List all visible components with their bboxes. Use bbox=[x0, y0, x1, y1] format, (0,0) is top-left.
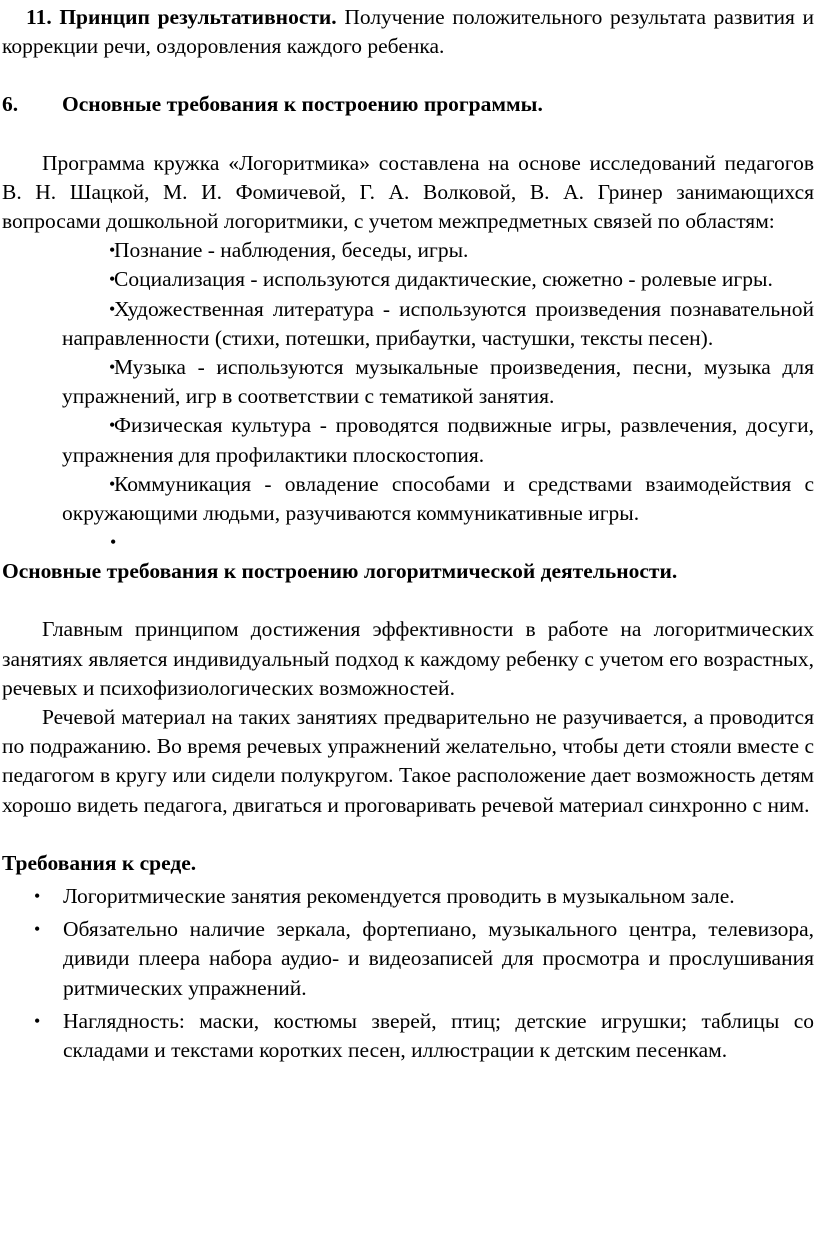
bullet-icon: • bbox=[109, 473, 116, 494]
logorhythmic-heading: Основные требования к построению логоритмической деятельности. bbox=[2, 559, 678, 584]
logorhythmic-paragraph: Главным принципом достижения эффективности в работе на логоритмических занятиях является индивидуальный подход к каждому ребенку с учетом его возрастных, речевых и психофизиологических возможностей. bbox=[2, 617, 814, 700]
list-item bbox=[2, 353, 814, 411]
environment-heading: Требования к среде. bbox=[2, 850, 197, 875]
list-item bbox=[2, 1007, 814, 1065]
list-item bbox=[2, 265, 814, 294]
list-item bbox=[2, 236, 814, 265]
environment-item-text: Наглядность: маски, костюмы зверей, птиц; детские игрушки; таблицы со складами и текстами коротких песен, иллюстрации к детским песенкам. bbox=[63, 1008, 814, 1063]
list-item bbox=[2, 915, 814, 1003]
bullet-icon: • bbox=[109, 298, 116, 319]
areas-list bbox=[2, 236, 814, 557]
list-item bbox=[2, 295, 814, 353]
environment-item-text: Обязательно наличие зеркала, фортепиано, музыкального центра, телевизора, дивиди плеера набора аудио- и видеозаписей для просмотра и прослушивания ритмических упражнений. bbox=[63, 917, 814, 1000]
list-item bbox=[2, 882, 814, 911]
section-6-number: 6. bbox=[2, 92, 19, 117]
area-item-text: Коммуникация - овладение способами и средствами взаимодействия с окружающими людьми, разучиваются коммуникативные игры. bbox=[62, 471, 814, 526]
list-item bbox=[2, 470, 814, 528]
bullet-icon: • bbox=[109, 240, 116, 261]
bullet-icon: • bbox=[109, 357, 116, 378]
bullet-icon: • bbox=[109, 415, 116, 436]
environment-item-text: Логоритмические занятия рекомендуется проводить в музыкальном зале. bbox=[63, 884, 735, 909]
bullet-icon: • bbox=[34, 919, 41, 940]
section-6-heading bbox=[2, 90, 814, 119]
list-item bbox=[2, 411, 814, 469]
logorhythmic-paragraph: Речевой материал на таких занятиях предварительно не разучивается, а проводится по подражанию. Во время речевых упражнений желательно, чтобы дети стояли вместе с педагогом в кругу или сидели полукругом. Такое расположение дает возможность детям хорошо видеть педагога, двигаться и проговаривать речевой материал синхронно с ним. bbox=[2, 705, 814, 817]
area-item-text: Познание - наблюдения, беседы, игры. bbox=[114, 238, 469, 263]
bullet-icon: • bbox=[34, 886, 41, 907]
principle-11-lead: 11. Принцип результативности. bbox=[26, 5, 337, 29]
section-6-title: Основные требования к построению программы. bbox=[62, 92, 543, 117]
bullet-icon: • bbox=[110, 532, 117, 553]
bullet-icon: • bbox=[109, 269, 116, 290]
principle-11-paragraph bbox=[2, 3, 814, 61]
area-item-text: Художественная литература - используются произведения познавательной направленности (стихи, потешки, прибаутки, частушки, тексты песен). bbox=[62, 296, 814, 350]
program-intro-paragraph: Программа кружка «Логоритмика» составлена на основе исследований педагогов В. Н. Шацкой, М. И. Фомичевой, Г. А. Волковой, В. А. Гринер занимающихся вопросами дошкольной логоритмики, с учетом межпредметных связей по областям: bbox=[2, 150, 814, 234]
area-item-text: Социализация - используются дидактические, сюжетно - ролевые игры. bbox=[114, 267, 773, 292]
empty-list-item bbox=[2, 528, 814, 557]
area-item-text: Физическая культура - проводятся подвижные игры, развлечения, досуги, упражнения для профилактики плоскостопия. bbox=[62, 413, 814, 467]
area-item-text: Музыка - используются музыкальные произведения, песни, музыка для упражнений, игр в соответствии с тематикой занятия. bbox=[62, 355, 814, 409]
principle-11-text: Получение положительного результата развития и коррекции речи, оздоровления каждого ребенка. bbox=[2, 5, 815, 59]
environment-list bbox=[2, 882, 814, 1065]
bullet-icon: • bbox=[34, 1010, 41, 1031]
document-page bbox=[2, 0, 814, 1065]
